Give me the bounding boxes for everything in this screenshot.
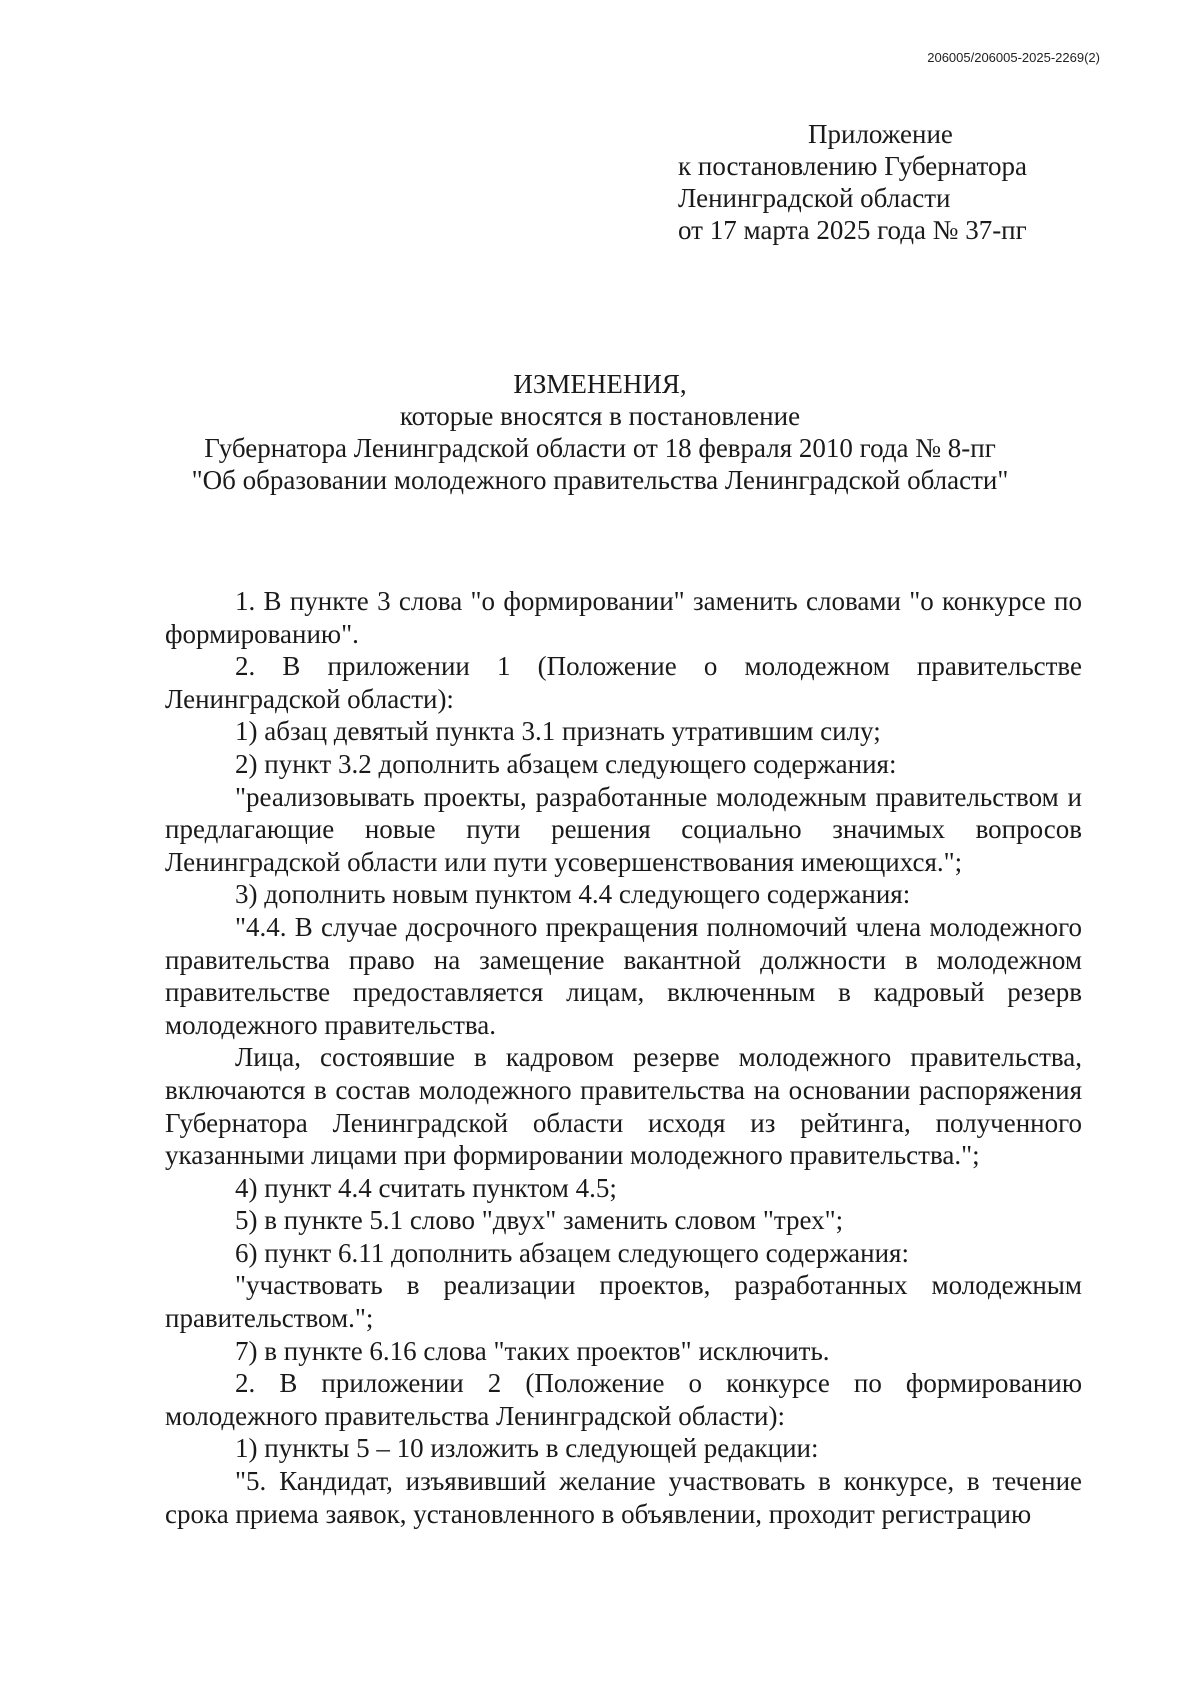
paragraph: 1) пункты 5 – 10 изложить в следующей редакции:	[235, 1433, 819, 1464]
paragraph: 2. В приложении 2 (Положение о конкурсе по формированию молодежного правительства Ленинградской области):	[165, 1368, 1082, 1431]
heading-line-4: "Об образовании молодежного правительства Ленинградской области"	[191, 465, 1009, 495]
paragraph: 3) дополнить новым пунктом 4.4 следующего содержания:	[235, 879, 911, 910]
paragraph: 4) пункт 4.4 считать пунктом 4.5;	[235, 1172, 617, 1203]
paragraph: 2. В приложении 1 (Положение о молодежном правительстве Ленинградской области):	[165, 651, 1082, 714]
document-heading	[120, 368, 1080, 496]
paragraph: 2) пункт 3.2 дополнить абзацем следующего содержания:	[235, 748, 897, 779]
paragraph: 5) в пункте 5.1 слово "двух" заменить словом "трех";	[235, 1205, 844, 1236]
paragraph: 6) пункт 6.11 дополнить абзацем следующего содержания:	[235, 1237, 909, 1268]
appendix-line-2: к постановлению Губернатора	[678, 151, 1027, 181]
appendix-title: Приложение	[808, 119, 953, 149]
appendix-block	[678, 118, 1027, 246]
heading-line-3: Губернатора Ленинградской области от 18 февраля 2010 года № 8-пг	[204, 433, 996, 463]
paragraph: 1) абзац девятый пункта 3.1 признать утратившим силу;	[235, 716, 881, 747]
paragraph: "участвовать в реализации проектов, разработанных молодежным правительством.";	[165, 1270, 1082, 1334]
document-body	[165, 585, 1082, 1530]
paragraph: "5. Кандидат, изъявивший желание участвовать в конкурсе, в течение срока приема заявок, установленного в объявлении, проходит регистрацию	[165, 1466, 1082, 1529]
paragraph: 7) в пункте 6.16 слова "таких проектов" исключить.	[235, 1335, 830, 1366]
document-registration-number: 206005/206005-2025-2269(2)	[927, 50, 1100, 65]
appendix-date-number: от 17 марта 2025 года № 37-пг	[678, 215, 1027, 245]
appendix-line-3: Ленинградской области	[678, 183, 951, 213]
paragraph: 1. В пункте 3 слова "о формировании" заменить словами "о конкурсе по формированию".	[165, 586, 1082, 649]
paragraph: Лица, состоявшие в кадровом резерве молодежного правительства, включаются в состав молодежного правительства на основании распоряжения Губернатора Ленинградской области исходя из рейтинга, полученного указанными лицами при формировании молодежного правительства.";	[165, 1042, 1082, 1171]
heading-line-2: которые вносятся в постановление	[399, 401, 801, 431]
paragraph: "4.4. В случае досрочного прекращения полномочий члена молодежного правительства право на замещение вакантной должности в молодежном правительстве предоставляется лицам, включенным в кадровый резерв молодежного правительства.	[165, 911, 1082, 1040]
heading-title: ИЗМЕНЕНИЯ,	[513, 369, 687, 399]
paragraph: "реализовывать проекты, разработанные молодежным правительством и предлагающие новые пути решения социально значимых вопросов Ленинградской области или пути усовершенствования имеющихся.";	[165, 781, 1082, 877]
